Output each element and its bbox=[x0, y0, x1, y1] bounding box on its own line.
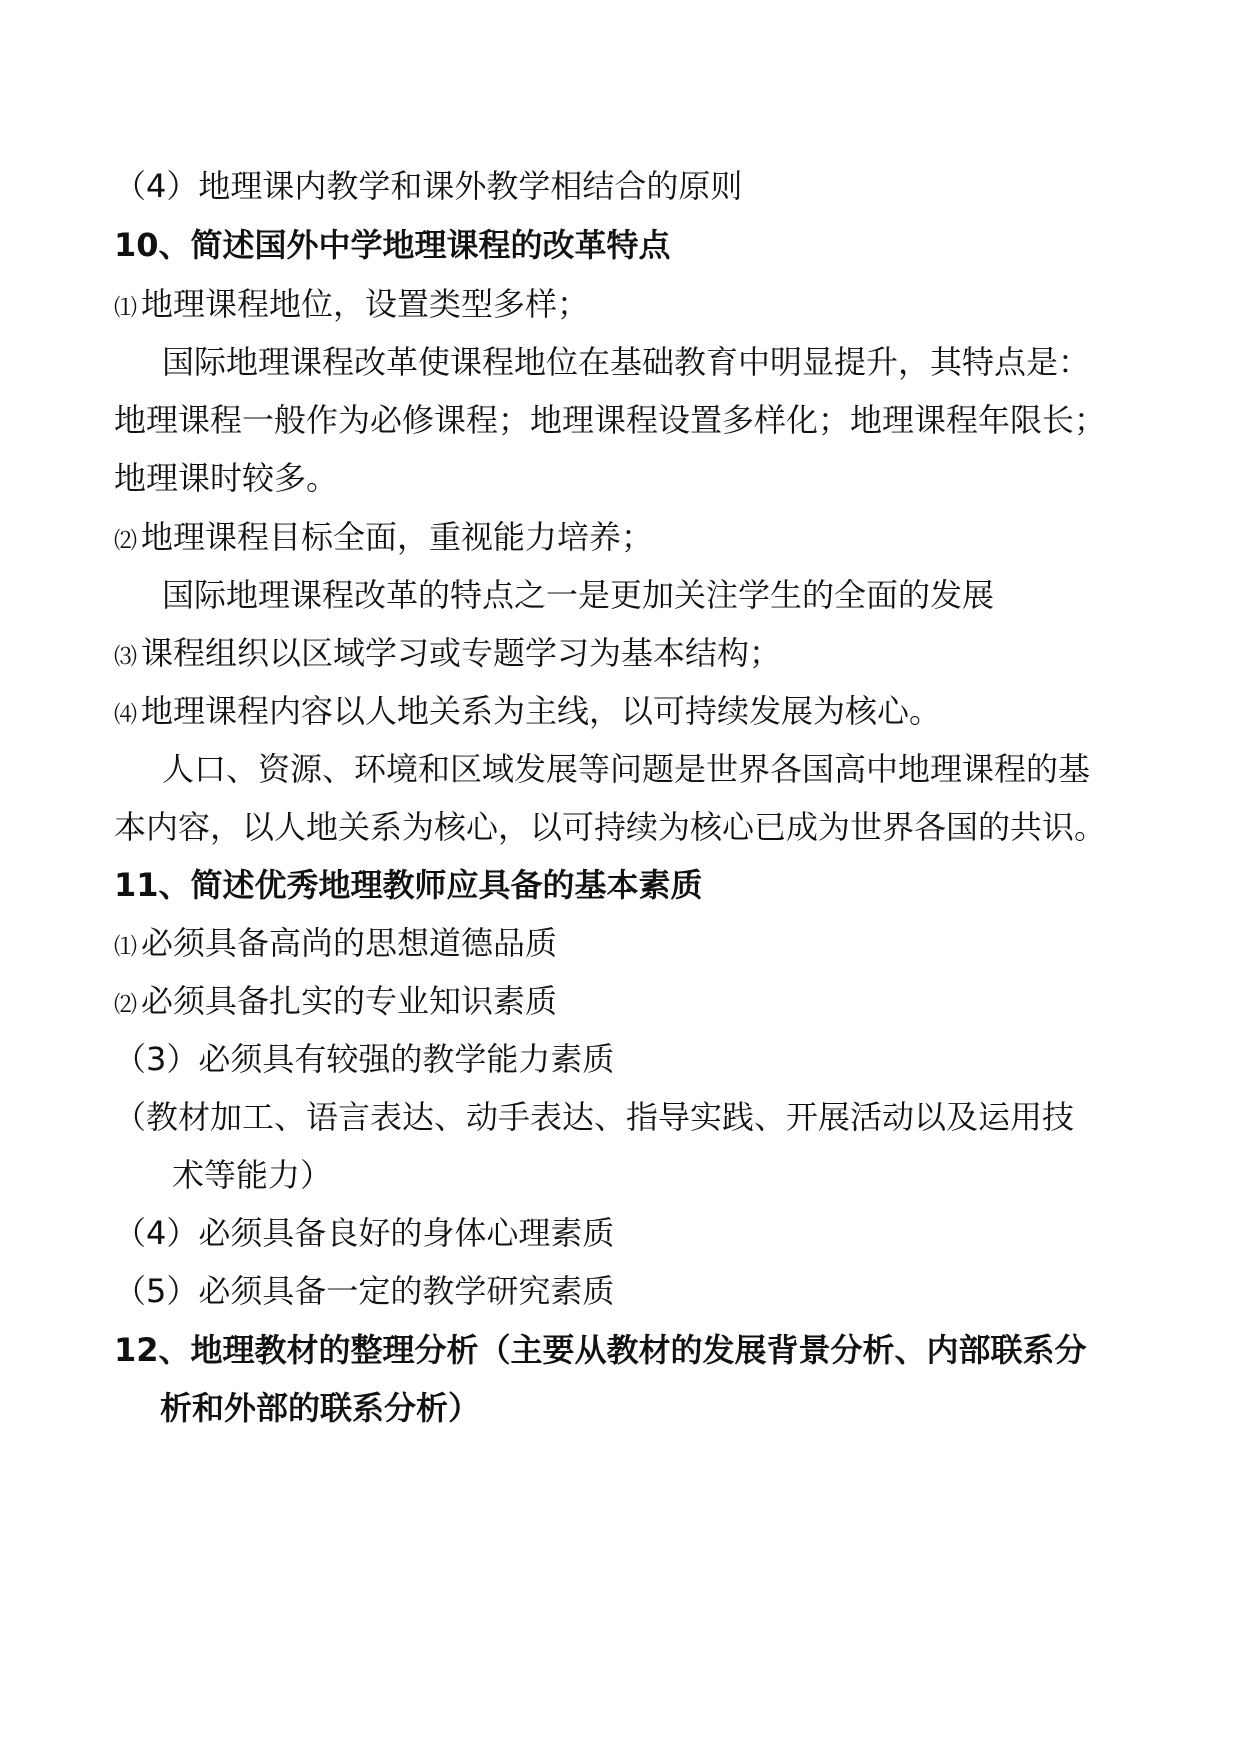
paragraph-line: 人口、资源、环境和区域发展等问题是世界各国高中地理课程的基 bbox=[162, 750, 1091, 788]
section-heading-continued: 析和外部的联系分析） bbox=[160, 1389, 481, 1427]
text-line: （教材加工、语言表达、动手表达、指导实践、开展活动以及运用技 bbox=[114, 1098, 1075, 1136]
list-marker: ⑴ bbox=[114, 934, 137, 960]
list-item-text: 必须具备扎实的专业知识素质 bbox=[141, 982, 558, 1020]
text-line: （4）地理课内教学和课外教学相结合的原则 bbox=[114, 167, 743, 205]
paragraph-line: 本内容，以人地关系为核心，以可持续为核心已成为世界各国的共识。 bbox=[114, 808, 1107, 846]
list-item-text: 必须具备高尚的思想道德品质 bbox=[141, 924, 558, 962]
text-line: （3）必须具有较强的教学能力素质 bbox=[114, 1040, 615, 1078]
section-heading: 10、简述国外中学地理课程的改革特点 bbox=[114, 226, 671, 264]
list-item bbox=[114, 282, 589, 330]
section-heading: 12、地理教材的整理分析（主要从教材的发展背景分析、内部联系分 bbox=[114, 1331, 1087, 1369]
paragraph-line: 地理课时较多。 bbox=[114, 459, 339, 497]
paragraph-line: 国际地理课程改革的特点之一是更加关注学生的全面的发展 bbox=[162, 576, 995, 614]
list-marker: ⑶ bbox=[114, 644, 137, 670]
section-heading: 11、简述优秀地理教师应具备的基本素质 bbox=[114, 866, 703, 904]
paragraph-line: 地理课程一般作为必修课程；地理课程设置多样化；地理课程年限长； bbox=[114, 401, 1107, 439]
list-marker: ⑵ bbox=[114, 528, 137, 554]
list-item bbox=[114, 979, 557, 1027]
list-item bbox=[114, 631, 781, 679]
list-item bbox=[114, 689, 941, 737]
list-marker: ⑵ bbox=[114, 992, 137, 1018]
list-item bbox=[114, 515, 653, 563]
text-line: （4）必须具备良好的身体心理素质 bbox=[114, 1214, 615, 1252]
list-item-text: 课程组织以区域学习或专题学习为基本结构； bbox=[141, 634, 782, 672]
list-item-text: 地理课程目标全面，重视能力培养； bbox=[141, 518, 654, 556]
list-item bbox=[114, 921, 557, 969]
text-line: 术等能力） bbox=[172, 1156, 333, 1194]
text-line: （5）必须具备一定的教学研究素质 bbox=[114, 1272, 615, 1310]
list-marker: ⑷ bbox=[114, 702, 137, 728]
list-marker: ⑴ bbox=[114, 295, 137, 321]
list-item-text: 地理课程地位，设置类型多样； bbox=[141, 285, 590, 323]
list-item-text: 地理课程内容以人地关系为主线，以可持续发展为核心。 bbox=[141, 692, 942, 730]
paragraph-line: 国际地理课程改革使课程地位在基础教育中明显提升，其特点是： bbox=[162, 343, 1091, 381]
